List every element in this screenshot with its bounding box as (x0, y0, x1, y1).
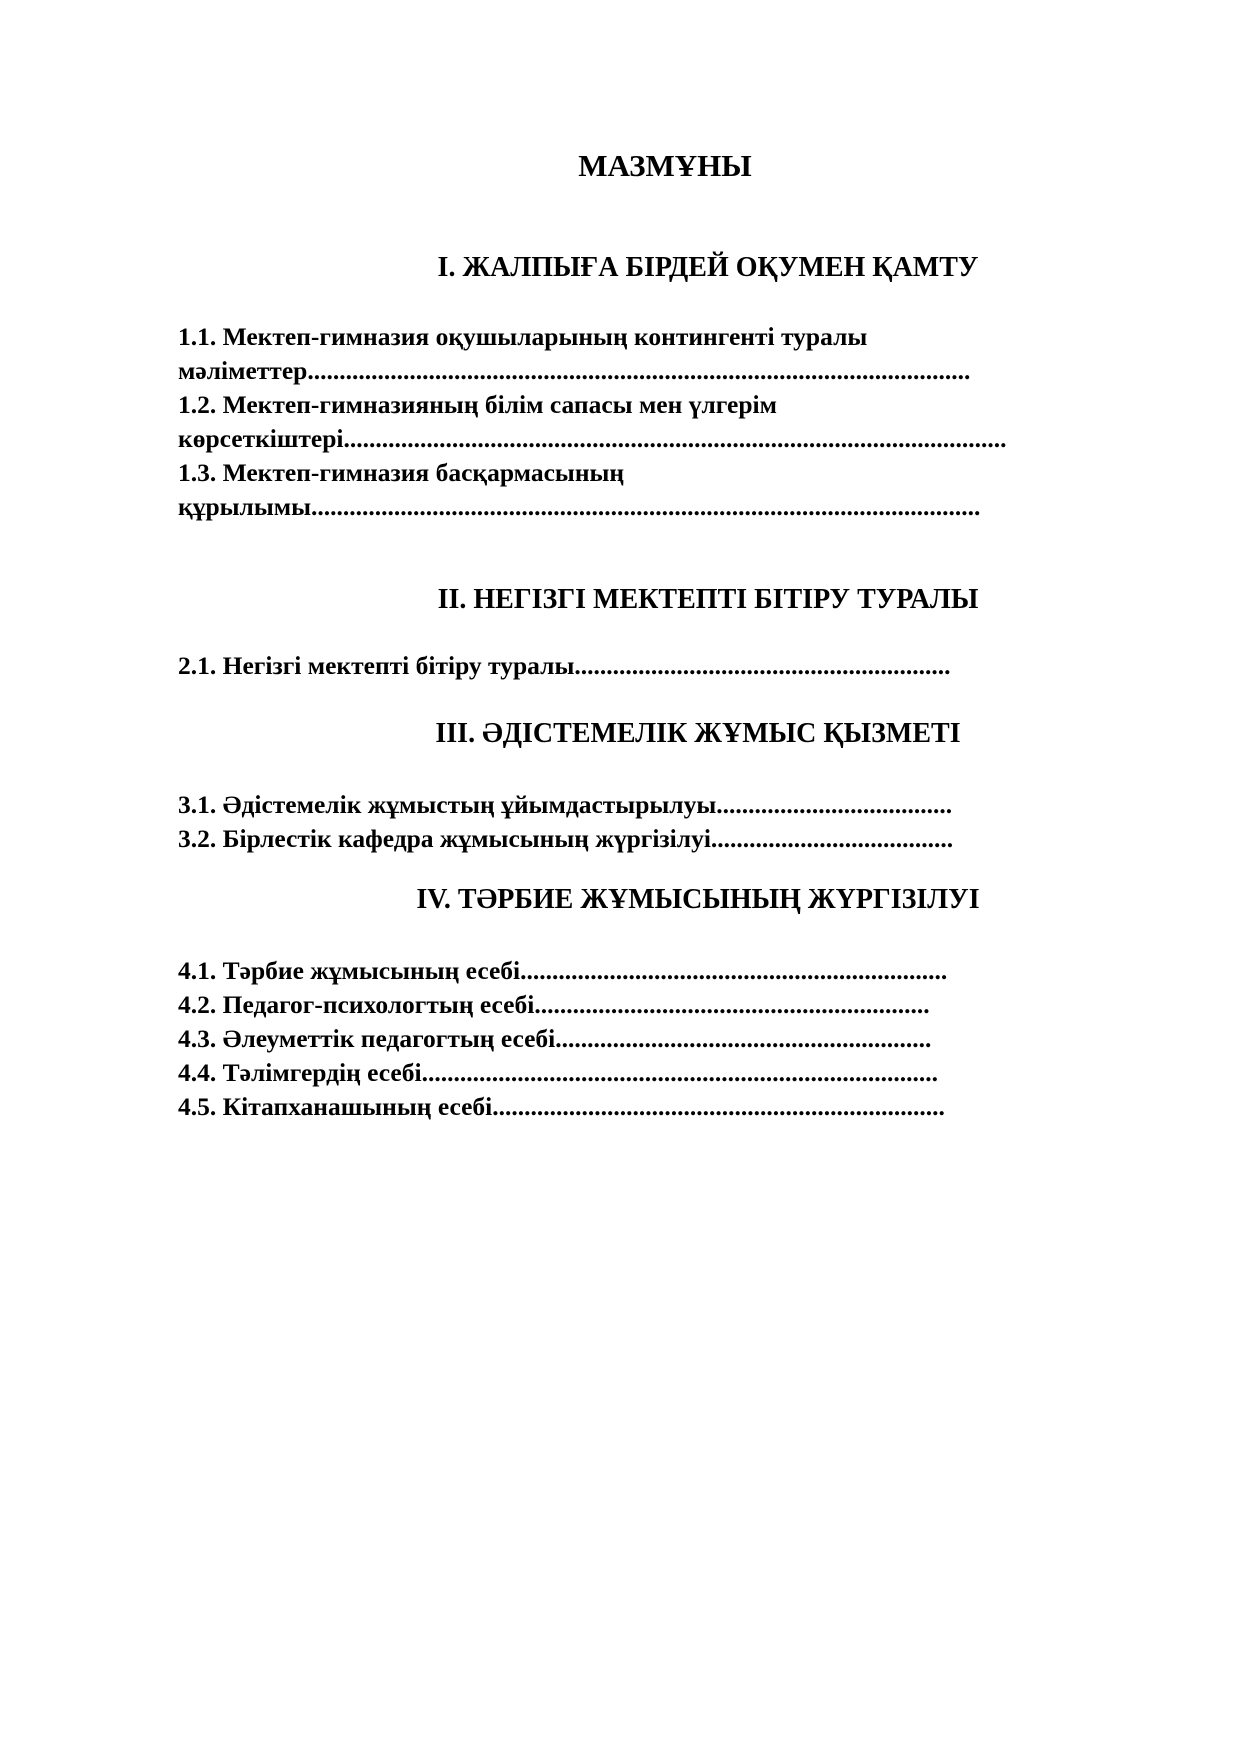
toc-entry-1-3-line2 (178, 490, 1118, 524)
toc-entry-4-3-dots: ........................................................... (555, 1024, 932, 1053)
toc-entry-2-1[interactable] (178, 649, 1118, 683)
toc-entry-4-3-label: 4.3. Әлеуметтік педагогтың есебі (178, 1024, 556, 1053)
toc-entry-4-4-label: 4.4. Тәлімгердің есебі (178, 1058, 422, 1087)
toc-entry-2-1-line (178, 649, 1118, 683)
toc-entry-1-2-dots: ........................................................................................................ (343, 424, 1007, 453)
toc-entry-4-2-label: 4.2. Педагог-психологтың есебі (178, 990, 535, 1019)
toc-entry-2-1-dots: ........................................................... (574, 651, 951, 680)
toc-entry-4-5[interactable] (178, 1090, 1118, 1124)
toc-entry-4-1-label: 4.1. Тәрбие жұмысының есебі (178, 956, 521, 985)
toc-entry-1-1-dots: ........................................................................................................ (307, 356, 971, 385)
section-1-entries (178, 320, 1118, 524)
toc-entry-3-1-label: 3.1. Әдістемелік жұмыстың ұйымдастырылуы (178, 790, 717, 819)
toc-entry-4-1-line (178, 954, 1118, 988)
toc-entry-1-1-label: мәліметтер (178, 356, 308, 385)
section-heading-3: ІІІ. ӘДІСТЕМЕЛІК ЖҰМЫС ҚЫЗМЕТІ (435, 718, 961, 749)
toc-entry-4-2-dots: .............................................................. (534, 990, 930, 1019)
toc-entry-4-2-line (178, 988, 1118, 1022)
toc-entry-1-3-line1: 1.3. Мектеп-гимназия басқармасының (178, 458, 625, 487)
toc-entry-4-1-dots: ................................................................... (520, 956, 948, 985)
toc-section-4 (178, 884, 1118, 1124)
toc-entry-2-1-label: 2.1. Негізгі мектепті бітіру туралы (178, 651, 575, 680)
toc-entry-4-3[interactable] (178, 1022, 1118, 1056)
toc-entry-3-2[interactable] (178, 822, 1118, 856)
toc-entry-4-4[interactable] (178, 1056, 1118, 1090)
toc-section-3 (178, 718, 1118, 856)
toc-entry-1-2[interactable] (178, 388, 1118, 456)
toc-entry-1-1-line2 (178, 354, 1118, 388)
toc-entry-4-2[interactable] (178, 988, 1118, 1022)
toc-entry-1-2-label: көрсеткіштері (178, 424, 344, 453)
toc-entry-3-2-line (178, 822, 1118, 856)
toc-entry-4-4-line (178, 1056, 1118, 1090)
section-heading-2: ІІ. НЕГІЗГІ МЕКТЕПТІ БІТІРУ ТУРАЛЫ (437, 584, 979, 615)
toc-entry-4-5-label: 4.5. Кітапханашының есебі (178, 1092, 493, 1121)
toc-entry-4-3-line (178, 1022, 1118, 1056)
toc-entry-4-5-dots: ....................................................................... (492, 1092, 945, 1121)
toc-entry-1-3-label: құрылымы (178, 492, 312, 521)
toc-entry-1-3-dots: ......................................................................................................... (311, 492, 981, 521)
toc-section-2 (178, 584, 1118, 683)
section-3-entries (178, 788, 1118, 856)
section-2-entries (178, 649, 1118, 683)
toc-entry-3-1-line (178, 788, 1118, 822)
toc-entry-3-1-dots: ..................................... (716, 790, 953, 819)
page-title: МАЗМҰНЫ (578, 148, 752, 183)
toc-entry-1-2-line2 (178, 422, 1118, 456)
toc-section-1 (178, 252, 1118, 524)
toc-entry-4-5-line (178, 1090, 1118, 1124)
toc-entry-1-1-line1: 1.1. Мектеп-гимназия оқушыларының контингенті туралы (178, 322, 868, 351)
toc-entry-1-1[interactable] (178, 320, 1118, 388)
toc-entry-1-3[interactable] (178, 456, 1118, 524)
toc-entry-4-1[interactable] (178, 954, 1118, 988)
toc-entry-1-2-line1: 1.2. Мектеп-гимназияның білім сапасы мен үлгерім (178, 390, 777, 419)
toc-entry-3-2-label: 3.2. Бірлестік кафедра жұмысының жүргізілуі (178, 824, 711, 853)
section-heading-1: І. ЖАЛПЫҒА БІРДЕЙ ОҚУМЕН ҚАМТУ (437, 252, 979, 283)
toc-entry-4-4-dots: ................................................................................. (421, 1058, 938, 1087)
section-heading-4: IV. ТӘРБИЕ ЖҰМЫСЫНЫҢ ЖҮРГІЗІЛУІ (416, 884, 980, 915)
toc-entry-3-2-dots: ...................................... (710, 824, 954, 853)
toc-entry-3-1[interactable] (178, 788, 1118, 822)
section-4-entries (178, 954, 1118, 1124)
